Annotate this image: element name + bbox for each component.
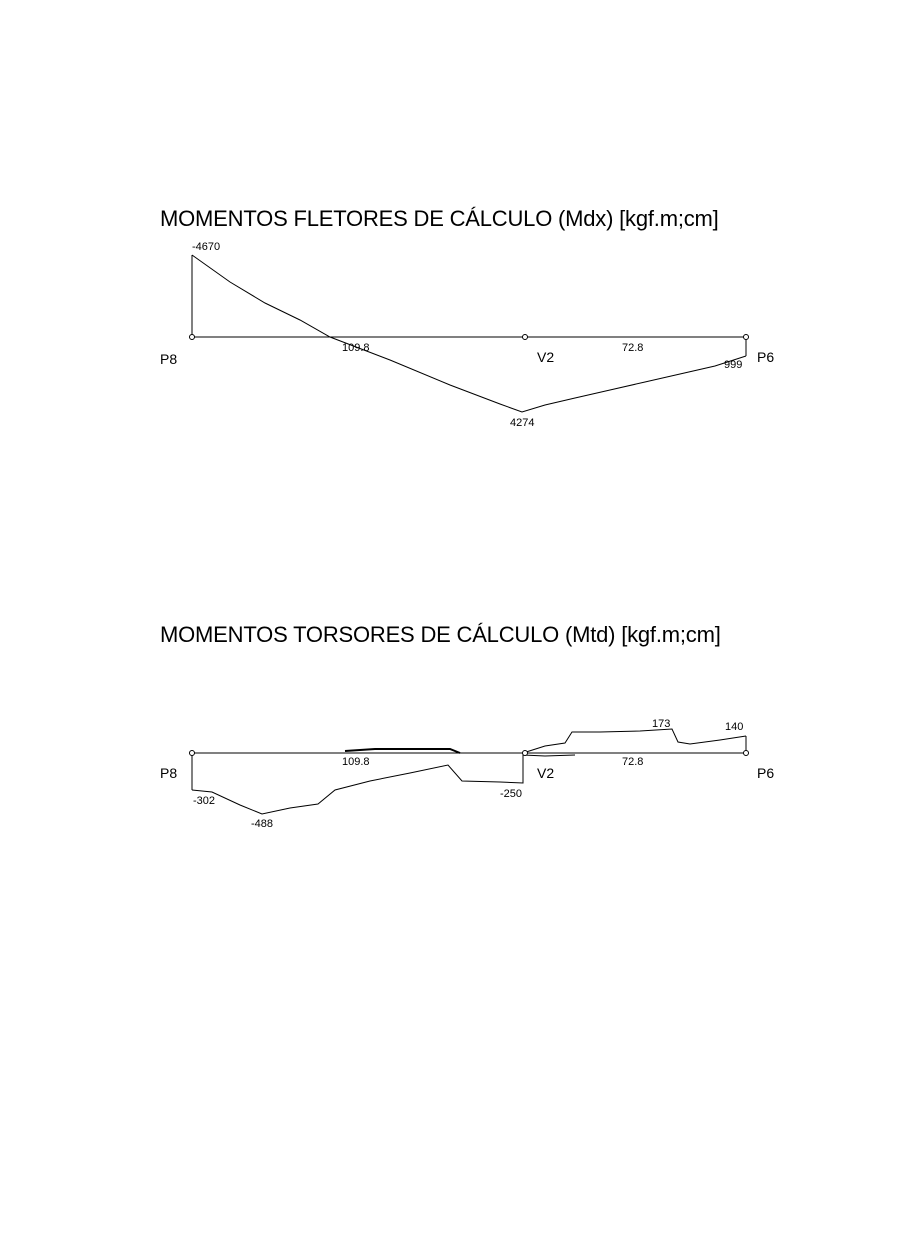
torsion-value-2: -488 xyxy=(251,818,274,830)
torsion-negative-segment-2 xyxy=(523,755,575,756)
flexure-node-v2 xyxy=(523,335,528,340)
torsion-value-3: -250 xyxy=(500,788,523,800)
flexure-moment-curve xyxy=(192,255,746,412)
torsion-support-right: P6 xyxy=(757,765,775,781)
torsion-diagram xyxy=(160,718,774,830)
torsion-value-4: 173 xyxy=(652,718,671,730)
flexure-span-length-1: 109.8 xyxy=(342,342,370,354)
torsion-diagram-title: MOMENTOS TORSORES DE CÁLCULO (Mtd) [kgf.m;cm] xyxy=(160,622,721,647)
flexure-support-right: P6 xyxy=(757,349,775,365)
torsion-positive-segment-1 xyxy=(345,749,460,753)
torsion-support-left: P8 xyxy=(160,765,178,781)
flexure-support-left: P8 xyxy=(160,351,178,367)
torsion-curve-span-2 xyxy=(523,729,746,753)
torsion-node-v2 xyxy=(523,751,528,756)
flexure-diagram xyxy=(160,241,774,429)
torsion-node-p6 xyxy=(744,751,749,756)
flexure-value-end: 999 xyxy=(724,359,743,371)
flexure-node-p6 xyxy=(744,335,749,340)
torsion-value-1: -302 xyxy=(193,795,216,807)
torsion-node-p8 xyxy=(190,751,195,756)
torsion-value-5: 140 xyxy=(725,721,744,733)
torsion-span-length-1: 109.8 xyxy=(342,756,370,768)
flexure-support-middle: V2 xyxy=(537,349,555,365)
torsion-support-middle: V2 xyxy=(537,765,555,781)
flexure-value-start: -4670 xyxy=(192,241,221,253)
flexure-node-p8 xyxy=(190,335,195,340)
flexure-span-length-2: 72.8 xyxy=(622,342,644,354)
flexure-diagram-title: MOMENTOS FLETORES DE CÁLCULO (Mdx) [kgf.m;cm] xyxy=(160,206,719,231)
torsion-span-length-2: 72.8 xyxy=(622,756,644,768)
flexure-value-middle: 4274 xyxy=(510,417,535,429)
